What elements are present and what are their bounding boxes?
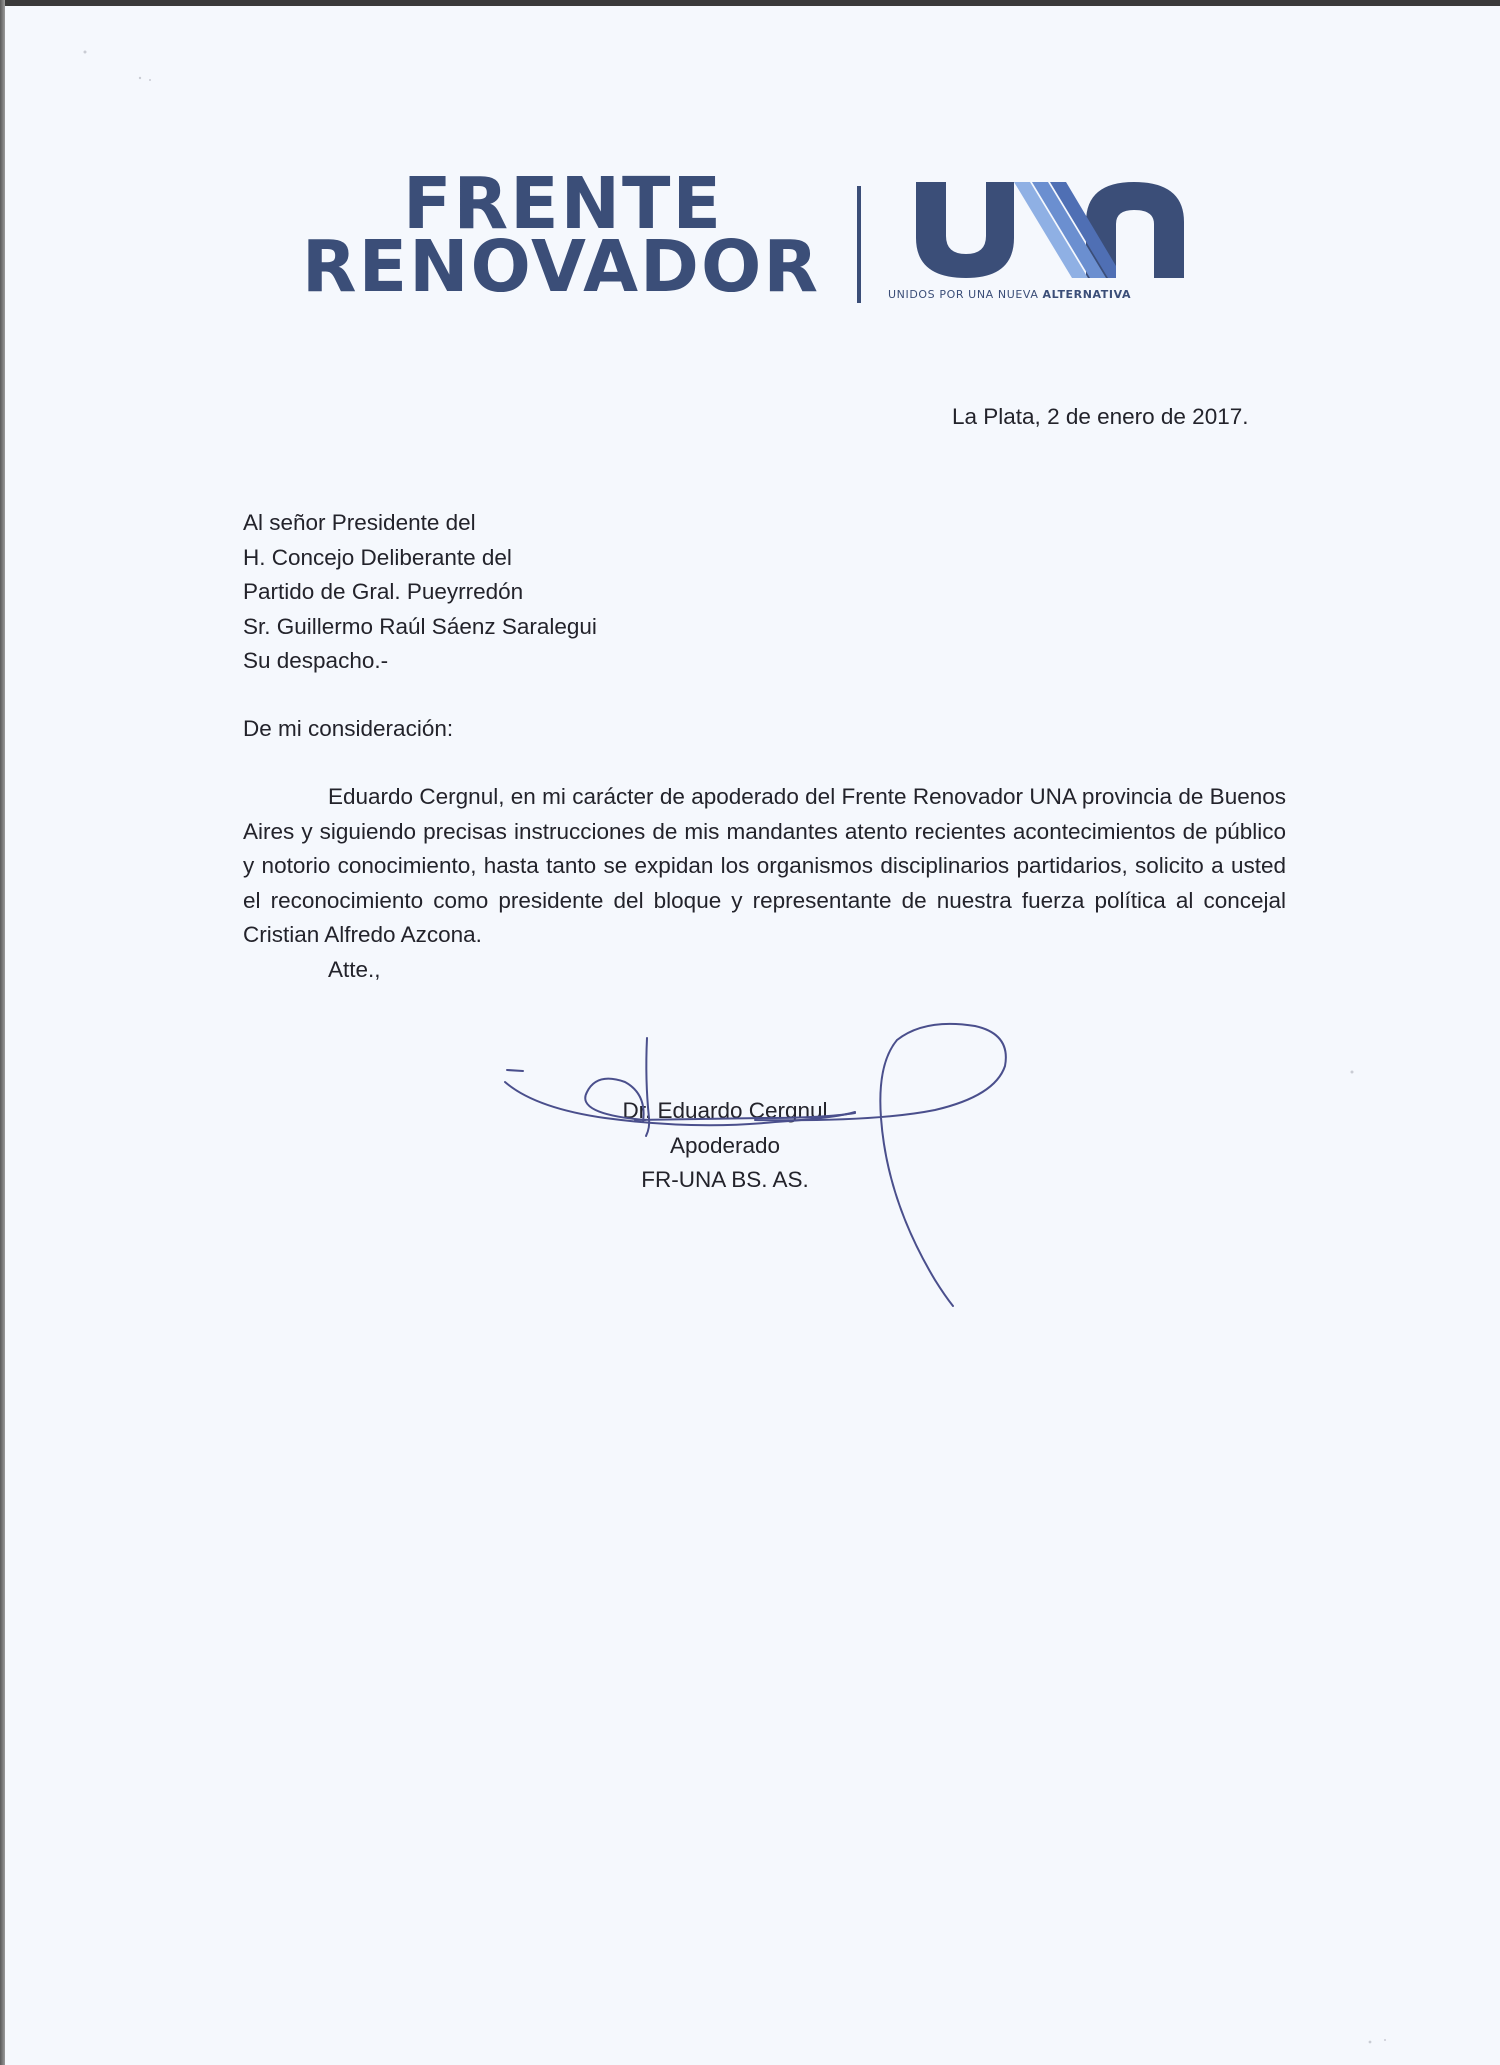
- una-logo-mark: [910, 178, 1190, 283]
- addressee-line: Su despacho.-: [243, 648, 389, 673]
- letter-page: [5, 6, 1500, 2065]
- signer-name: Dr. Eduardo Cergnul: [622, 1098, 828, 1123]
- una-tagline-regular: UNIDOS POR UNA NUEVA: [888, 288, 1043, 301]
- frente-renovador-logo: [300, 162, 820, 308]
- logo-renovador-word: RENOVADOR: [301, 225, 820, 308]
- body-text: Eduardo Cergnul, en mi carácter de apoderado del Frente Renovador UNA provincia de Buenos Aires y siguiendo precisas instrucciones de mis mandantes atento recientes acontecimientos de público y notorio conocimiento, hasta tanto se expidan los organismos disciplinarios partidarios, solicito a usted el reconocimiento como presidente del bloque y representante de nuestra fuerza política al concejal Cristian Alfredo Azcona.: [243, 784, 1286, 947]
- addressee-line: H. Concejo Deliberante del: [243, 544, 512, 570]
- addressee-line: Sr. Guillermo Raúl Sáenz Saralegui: [243, 613, 597, 639]
- salutation: De mi consideración:: [243, 716, 454, 741]
- closing: Atte.,: [328, 957, 381, 982]
- logo-frente-word: FRENTE: [402, 162, 723, 245]
- una-tagline-bold: ALTERNATIVA: [1042, 288, 1132, 301]
- signer-role: Apoderado: [669, 1132, 781, 1158]
- body-indent: [243, 784, 328, 809]
- logo-divider: [857, 186, 861, 303]
- una-tagline: [888, 288, 1131, 301]
- addressee-line: Al señor Presidente del: [243, 510, 476, 535]
- body-paragraph: [243, 780, 1286, 953]
- signature-block: [600, 1094, 850, 1198]
- addressee-block: [243, 506, 597, 679]
- letter-date: La Plata, 2 de enero de 2017.: [952, 404, 1249, 429]
- addressee-line: Partido de Gral. Pueyrredón: [243, 579, 524, 604]
- signer-org: FR-UNA BS. AS.: [641, 1167, 809, 1192]
